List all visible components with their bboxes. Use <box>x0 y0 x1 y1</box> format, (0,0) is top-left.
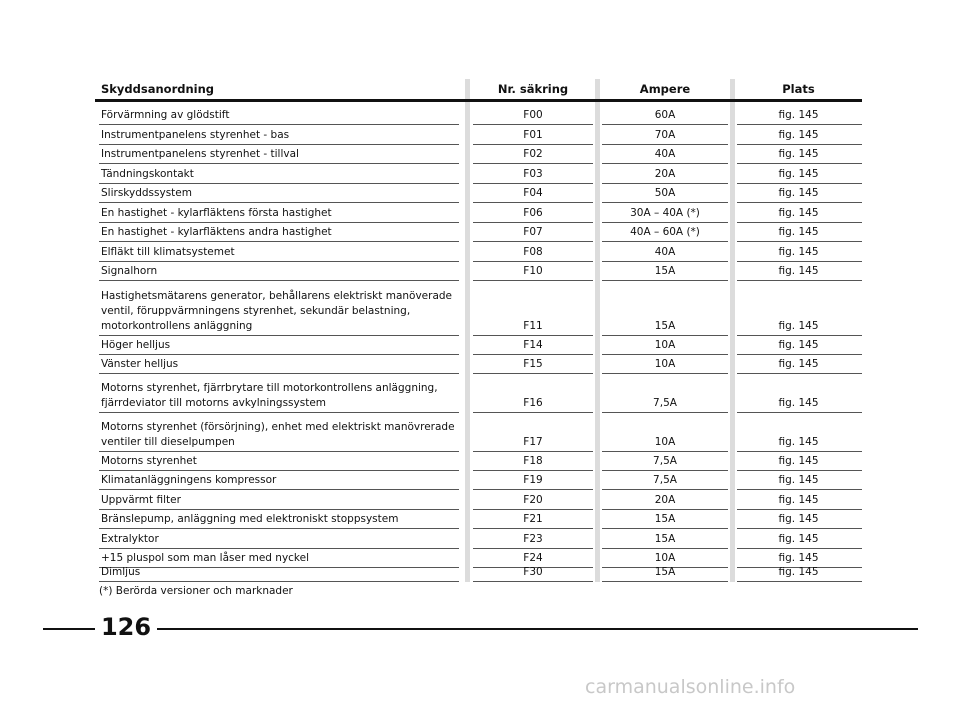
table-row <box>0 164 960 184</box>
device-cell: Instrumentpanelens styrenhet - tillval <box>101 148 299 160</box>
location-cell: fig. 145 <box>778 226 819 238</box>
fuse-number-cell: F03 <box>523 168 543 180</box>
table-header <box>0 79 960 101</box>
table-row <box>0 471 960 490</box>
ampere-cell: 15A <box>654 533 676 545</box>
location-cell: fig. 145 <box>778 455 819 467</box>
table-row <box>0 223 960 242</box>
fuse-number-cell: F11 <box>523 320 543 332</box>
fuse-number-cell: F10 <box>523 265 543 277</box>
device-cell: Elfläkt till klimatsystemet <box>101 246 235 258</box>
device-cell: Vänster helljus <box>101 358 179 370</box>
watermark: carmanualsonline.info <box>585 676 796 698</box>
header-location: Plats <box>782 82 815 96</box>
table-row <box>0 413 960 452</box>
fuse-number-cell: F30 <box>523 566 543 578</box>
header-ampere: Ampere <box>639 82 691 96</box>
ampere-cell: 40A <box>654 246 676 258</box>
location-cell: fig. 145 <box>778 513 819 525</box>
device-cell: Motorns styrenhet <box>101 455 197 467</box>
page-rule-right <box>157 628 918 630</box>
fuse-number-cell: F20 <box>523 494 543 506</box>
ampere-cell: 10A <box>654 358 676 370</box>
fuse-number-cell: F17 <box>523 436 543 448</box>
device-cell: Signalhorn <box>101 265 158 277</box>
fuse-number-cell: F19 <box>523 474 543 486</box>
location-cell: fig. 145 <box>778 187 819 199</box>
ampere-cell: 10A <box>654 552 676 564</box>
fuse-number-cell: F14 <box>523 339 543 351</box>
location-cell: fig. 145 <box>778 207 819 219</box>
device-cell: Hastighetsmätarens generator, behållarens elektriskt manöverade ventil, föruppvärmningens styrenhet, sekundär belastning, motorkontrollens anläggning <box>101 290 453 332</box>
page-rule-left <box>43 628 95 630</box>
device-cell: En hastighet - kylarfläktens första hastighet <box>101 207 332 219</box>
fuse-number-cell: F08 <box>523 246 543 258</box>
table-row <box>0 281 960 336</box>
table-row <box>0 355 960 374</box>
ampere-cell: 60A <box>654 109 676 121</box>
location-cell: fig. 145 <box>778 397 819 409</box>
ampere-cell: 15A <box>654 566 676 578</box>
ampere-cell: 50A <box>654 187 676 199</box>
ampere-cell: 10A <box>654 339 676 351</box>
footnote: (*) Berörda versioner och marknader <box>99 585 293 597</box>
device-cell: Extralyktor <box>101 533 159 545</box>
table-row <box>0 529 960 549</box>
ampere-cell: 7,5A <box>653 397 677 409</box>
location-cell: fig. 145 <box>778 436 819 448</box>
location-cell: fig. 145 <box>778 320 819 332</box>
location-cell: fig. 145 <box>778 533 819 545</box>
location-cell: fig. 145 <box>778 474 819 486</box>
device-cell: Bränslepump, anläggning med elektroniskt stoppsystem <box>101 513 399 525</box>
device-cell: Slirskyddssystem <box>101 187 192 199</box>
device-cell: Motorns styrenhet (försörjning), enhet med elektriskt manövrerade ventiler till dieselpumpen <box>101 421 455 448</box>
device-cell: En hastighet - kylarfläktens andra hastighet <box>101 226 332 238</box>
row-divider <box>737 581 862 582</box>
table-row <box>0 374 960 413</box>
location-cell: fig. 145 <box>778 109 819 121</box>
device-cell: Motorns styrenhet, fjärrbrytare till motorkontrollens anläggning, fjärrdeviator till motorns avkylningssystem <box>101 382 438 409</box>
table-row <box>0 242 960 262</box>
ampere-cell: 30A – 40A (*) <box>630 207 700 219</box>
fuse-number-cell: F06 <box>523 207 543 219</box>
table-row <box>0 203 960 223</box>
table-row <box>0 262 960 281</box>
location-cell: fig. 145 <box>778 566 819 578</box>
location-cell: fig. 145 <box>778 339 819 351</box>
fuse-number-cell: F18 <box>523 455 543 467</box>
ampere-cell: 20A <box>654 168 676 180</box>
table-row <box>0 510 960 529</box>
fuse-number-cell: F01 <box>523 129 543 141</box>
table-row <box>0 145 960 164</box>
table-row <box>0 106 960 125</box>
location-cell: fig. 145 <box>778 265 819 277</box>
row-divider <box>473 581 593 582</box>
device-cell: Höger helljus <box>101 339 171 351</box>
ampere-cell: 15A <box>654 513 676 525</box>
header-rule <box>95 99 862 102</box>
ampere-cell: 10A <box>654 436 676 448</box>
ampere-cell: 20A <box>654 494 676 506</box>
table-row <box>0 452 960 471</box>
table-row <box>0 184 960 203</box>
ampere-cell: 40A – 60A (*) <box>630 226 700 238</box>
fuse-number-cell: F00 <box>523 109 543 121</box>
ampere-cell: 15A <box>654 320 676 332</box>
device-cell: Instrumentpanelens styrenhet - bas <box>101 129 290 141</box>
ampere-cell: 15A <box>654 265 676 277</box>
location-cell: fig. 145 <box>778 148 819 160</box>
ampere-cell: 7,5A <box>653 455 677 467</box>
fuse-number-cell: F21 <box>523 513 543 525</box>
location-cell: fig. 145 <box>778 552 819 564</box>
row-divider <box>602 581 728 582</box>
table-row <box>0 336 960 355</box>
fuse-number-cell: F04 <box>523 187 543 199</box>
fuse-number-cell: F24 <box>523 552 543 564</box>
row-divider <box>99 581 459 582</box>
ampere-cell: 7,5A <box>653 474 677 486</box>
page-number: 126 <box>100 613 152 641</box>
device-cell: Uppvärmt filter <box>101 494 181 506</box>
table-row <box>0 490 960 510</box>
device-cell: +15 pluspol som man låser med nyckel <box>101 552 310 564</box>
location-cell: fig. 145 <box>778 494 819 506</box>
fuse-number-cell: F07 <box>523 226 543 238</box>
device-cell: Dimljus <box>101 566 141 578</box>
header-device: Skyddsanordning <box>101 82 215 96</box>
fuse-number-cell: F02 <box>523 148 543 160</box>
header-fuse-number: Nr. säkring <box>497 82 569 96</box>
location-cell: fig. 145 <box>778 246 819 258</box>
device-cell: Klimatanläggningens kompressor <box>101 474 277 486</box>
location-cell: fig. 145 <box>778 358 819 370</box>
location-cell: fig. 145 <box>778 168 819 180</box>
table-row <box>0 125 960 145</box>
ampere-cell: 70A <box>654 129 676 141</box>
location-cell: fig. 145 <box>778 129 819 141</box>
table-row <box>0 568 960 582</box>
device-cell: Tändningskontakt <box>101 168 194 180</box>
ampere-cell: 40A <box>654 148 676 160</box>
fuse-number-cell: F16 <box>523 397 543 409</box>
device-cell: Förvärmning av glödstift <box>101 109 230 121</box>
fuse-number-cell: F15 <box>523 358 543 370</box>
fuse-number-cell: F23 <box>523 533 543 545</box>
